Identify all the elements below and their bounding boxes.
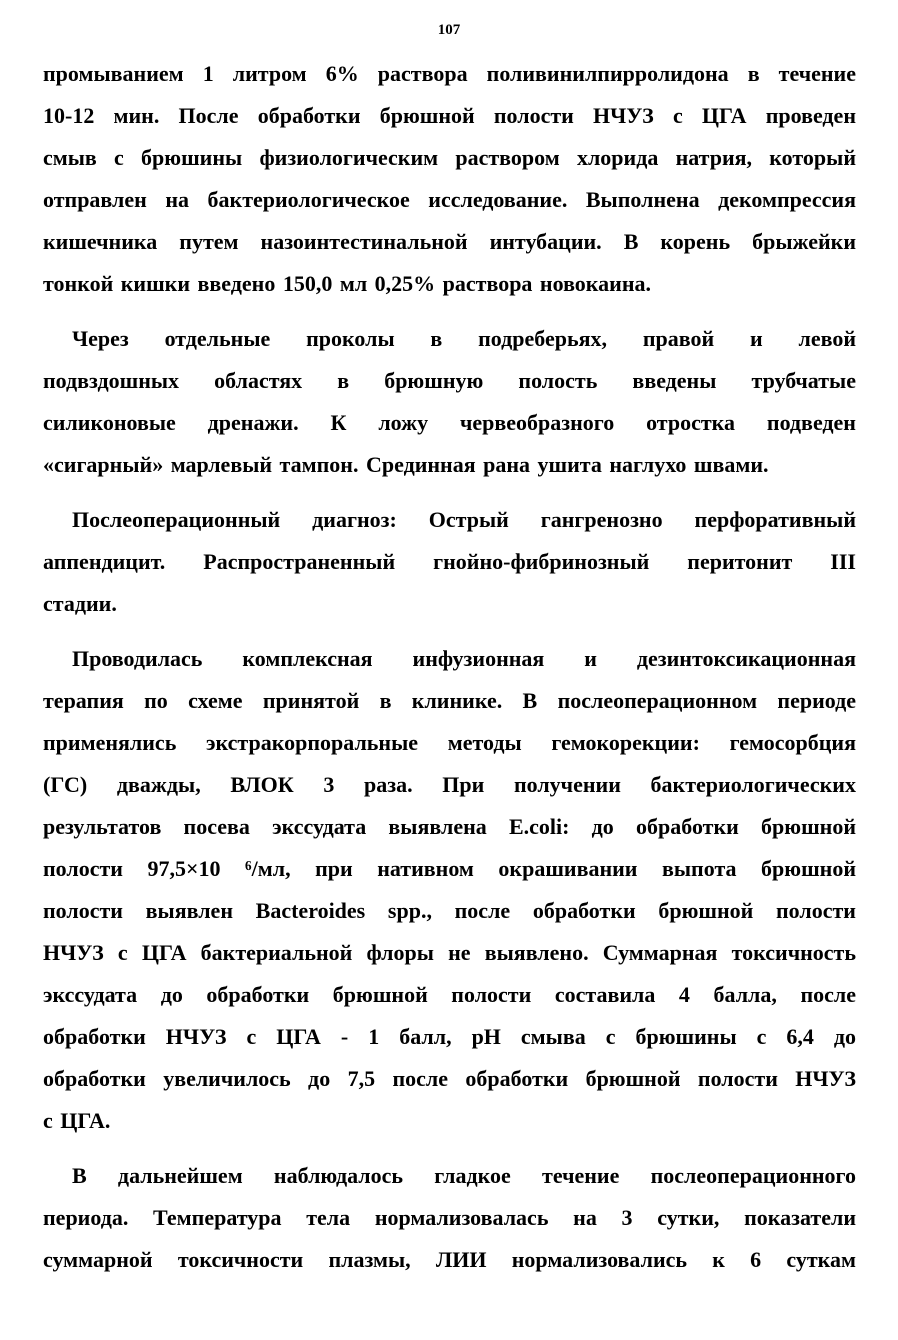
text-line: Послеоперационный диагноз: Острый гангренозно перфоративный	[72, 507, 856, 532]
page-number: 107	[437, 22, 461, 38]
text-line: подвздошных областях в брюшную полость введены трубчатые	[43, 368, 856, 393]
text-line: кишечника путем назоинтестинальной интубации. В корень брыжейки	[43, 229, 856, 254]
text-line: Через отдельные проколы в подреберьях, правой и левой	[72, 326, 856, 351]
paragraph-5	[43, 1155, 856, 1281]
text-line: 10-12 мин. После обработки брюшной полости НЧУЗ с ЦГА проведен	[43, 103, 856, 128]
text-line: НЧУЗ с ЦГА бактериальной флоры не выявлено. Суммарная токсичность	[43, 940, 856, 965]
text-line: «сигарный» марлевый тампон. Срединная рана ушита наглухо швами.	[43, 452, 769, 477]
text-line: стадии.	[43, 591, 117, 616]
text-line: силиконовые дренажи. К ложу червеобразного отростка подведен	[43, 410, 856, 435]
text-line: суммарной токсичности плазмы, ЛИИ нормализовались к 6 суткам	[43, 1247, 856, 1272]
text-line: периода. Температура тела нормализовалась на 3 сутки, показатели	[43, 1205, 856, 1230]
document-body	[43, 53, 856, 1294]
text-line: Проводилась комплексная инфузионная и дезинтоксикационная	[72, 646, 856, 671]
paragraph-4	[43, 638, 856, 1142]
text-line: обработки НЧУЗ с ЦГА - 1 балл, pH смыва с брюшины с 6,4 до	[43, 1024, 856, 1049]
text-line: аппендицит. Распространенный гнойно-фибринозный перитонит III	[43, 549, 856, 574]
text-line: тонкой кишки введено 150,0 мл 0,25% раствора новокаина.	[43, 271, 651, 296]
text-line: отправлен на бактериологическое исследование. Выполнена декомпрессия	[43, 187, 856, 212]
paragraph-3	[43, 499, 856, 625]
text-line: результатов посева экссудата выявлена E.coli: до обработки брюшной	[43, 814, 856, 839]
text-line: В дальнейшем наблюдалось гладкое течение послеоперационного	[72, 1163, 856, 1188]
text-line: терапия по схеме принятой в клинике. В послеоперационном периоде	[43, 688, 856, 713]
text-line: экссудата до обработки брюшной полости составила 4 балла, после	[43, 982, 856, 1007]
text-line: (ГС) дважды, ВЛОК 3 раза. При получении бактериологических	[43, 772, 856, 797]
text-line: применялись экстракорпоральные методы гемокорекции: гемосорбция	[43, 730, 856, 755]
paragraph-2	[43, 318, 856, 486]
text-line: промыванием 1 литром 6% раствора поливинилпирролидона в течение	[43, 61, 856, 86]
text-line: полости выявлен Bacteroides spp., после обработки брюшной полости	[43, 898, 856, 923]
text-line: смыв с брюшины физиологическим раствором хлорида натрия, который	[43, 145, 856, 170]
text-line: полости 97,5×10 ⁶/мл, при нативном окрашивании выпота брюшной	[43, 856, 856, 881]
paragraph-1	[43, 53, 856, 305]
text-line: с ЦГА.	[43, 1108, 111, 1133]
text-line: обработки увеличилось до 7,5 после обработки брюшной полости НЧУЗ	[43, 1066, 856, 1091]
